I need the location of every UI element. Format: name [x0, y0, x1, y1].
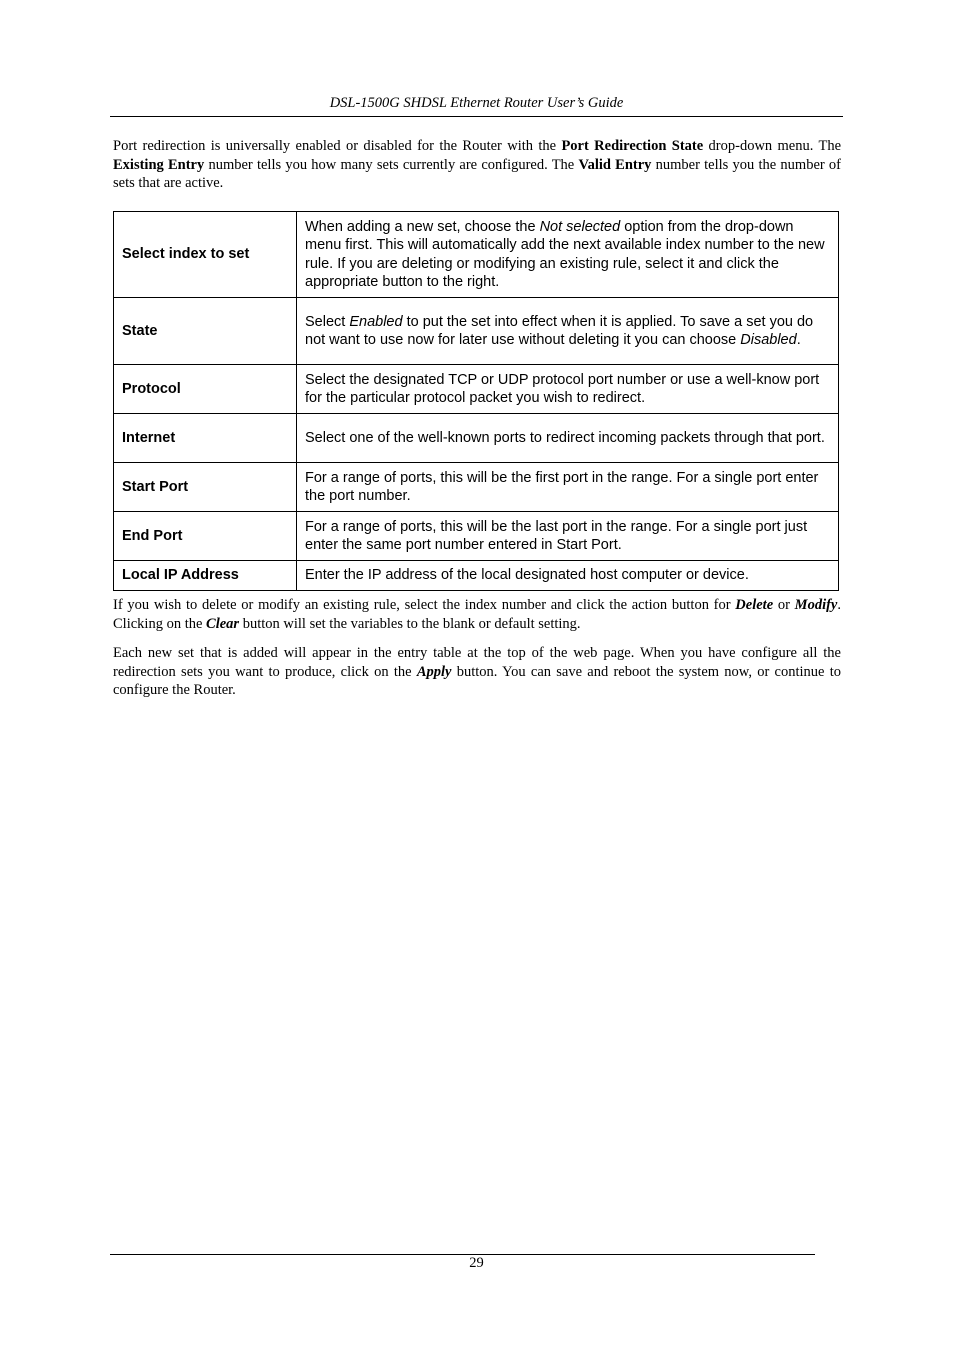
running-header: DSL-1500G SHDSL Ethernet Router User’s Guide — [329, 95, 624, 111]
desc-text: When adding a new set, choose the — [305, 218, 540, 235]
para3-text-2: button. You can save and reboot the system now, or continue to configure the Router. — [113, 663, 842, 698]
page-number: 29 — [469, 1255, 484, 1271]
param-name: End Port — [114, 512, 297, 561]
para2-clear-label: Clear — [206, 615, 240, 632]
desc-text: . — [796, 332, 801, 348]
desc-italic: Enabled — [349, 313, 403, 330]
para2-text-1: If you wish to delete or modify an existing rule, select the index number and click the action button for — [113, 597, 736, 613]
para2-delete-label: Delete — [735, 597, 774, 613]
table-row — [114, 463, 839, 512]
para2-text-2: or — [773, 597, 795, 613]
para3-text-1: Each new set that is added will appear in the entry table at the top of the web page. When you have configure all the redirection sets you want to produce, click on the — [113, 645, 841, 680]
para2-text-4: button will set the variables to the blank or default setting. — [239, 615, 581, 632]
param-name: Internet — [114, 414, 297, 463]
table-row — [114, 212, 839, 298]
desc-text: Select — [305, 313, 350, 330]
table-row — [114, 512, 839, 561]
intro-text-1: Port redirection is universally enabled or disabled for the Router with the — [113, 138, 562, 154]
para2-modify-label: Modify — [794, 597, 838, 613]
param-description: For a range of ports, this will be the first port in the range. For a single port enter the port number. — [297, 463, 839, 512]
desc-text: option from the drop-down menu first. This will automatically add the next available index number to the new rule. If you are deleting or modifying an existing rule, select it and click the appropriate button to the right. — [305, 218, 825, 290]
intro-text-3: number tells you how many sets currently are configured. The — [204, 156, 579, 173]
para3-apply-label: Apply — [416, 663, 452, 680]
header-rule — [110, 116, 843, 117]
param-description: Select one of the well-known ports to redirect incoming packets through that port. — [297, 414, 839, 463]
parameters-table — [113, 211, 839, 591]
param-name: Start Port — [114, 463, 297, 512]
apply-paragraph — [113, 644, 841, 700]
param-description — [297, 212, 839, 298]
desc-italic: Not selected — [539, 218, 621, 235]
intro-paragraph — [113, 137, 841, 193]
intro-bold-existing-entry: Existing Entry — [113, 156, 205, 173]
desc-italic: Disabled — [740, 332, 797, 348]
desc-text: to put the set into effect when it is applied. To save a set you do not want to use now for later use without deleting it you can choose — [305, 313, 814, 348]
param-name: Protocol — [114, 365, 297, 414]
intro-bold-port-redirection-state: Port Redirection State — [561, 138, 704, 154]
param-description: For a range of ports, this will be the last port in the range. For a single port just enter the same port number entered in Start Port. — [297, 512, 839, 561]
intro-bold-valid-entry: Valid Entry — [578, 156, 652, 173]
delete-modify-paragraph — [113, 596, 841, 633]
intro-text-4: number tells you the number of sets that are active. — [113, 156, 841, 191]
param-name: Select index to set — [114, 212, 297, 298]
table-row — [114, 365, 839, 414]
table-row — [114, 298, 839, 365]
para2-text-3: . Clicking on the — [113, 597, 841, 632]
param-name: Local IP Address — [114, 561, 297, 591]
param-name: State — [114, 298, 297, 365]
param-description: Enter the IP address of the local designated host computer or device. — [297, 561, 839, 591]
table-row — [114, 414, 839, 463]
param-description — [297, 298, 839, 365]
intro-text-2: drop-down menu. The — [703, 138, 841, 154]
table-row — [114, 561, 839, 591]
param-description: Select the designated TCP or UDP protocol port number or use a well-know port for the particular protocol packet you wish to redirect. — [297, 365, 839, 414]
